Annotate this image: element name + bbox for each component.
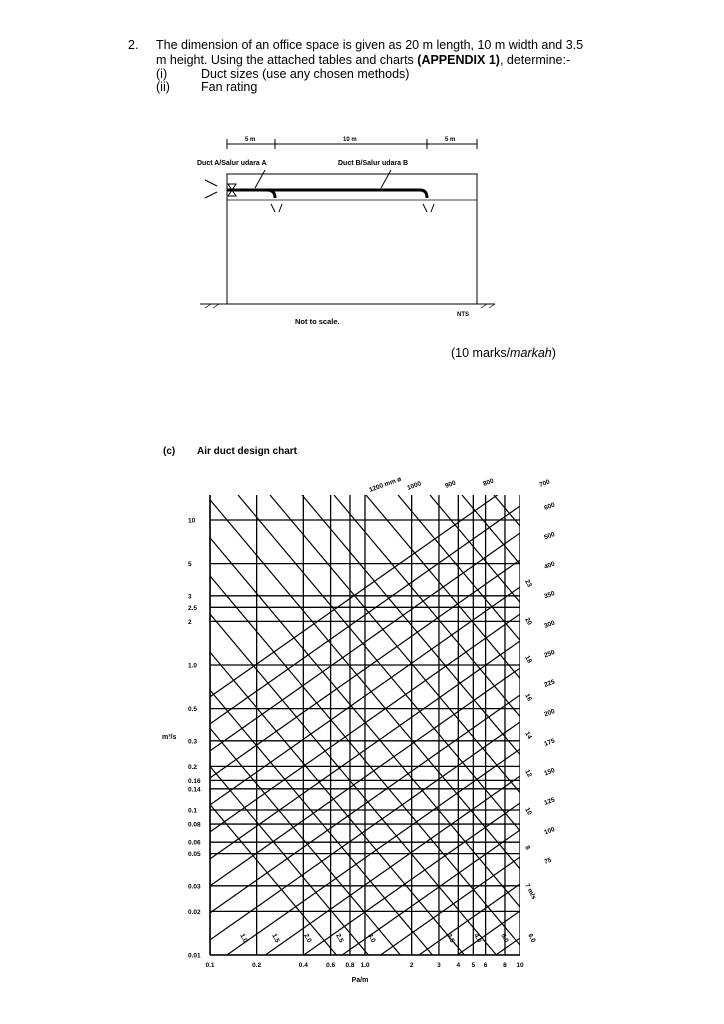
y-tick-label: 0.08 — [188, 821, 201, 829]
appendix-reference: (APPENDIX 1) — [417, 53, 500, 67]
y-tick-label: 0.03 — [188, 883, 201, 891]
velocity-label: 12 — [523, 768, 533, 779]
dim-mid-label: 10 m — [343, 137, 357, 143]
item-2-number: (ii) — [156, 80, 170, 94]
y-tick-label: 10 — [188, 517, 196, 525]
velocity-line — [334, 495, 575, 995]
marks-pre: (10 marks/ — [451, 346, 511, 360]
y-tick-label: 0.2 — [188, 763, 198, 771]
velocity-label: 14 — [523, 730, 533, 741]
question-line-2-pre: m height. Using the attached tables and charts — [156, 53, 418, 67]
item-2-text: Fan rating — [201, 80, 258, 94]
diameter-label: 600 — [543, 501, 556, 512]
velocity-line — [174, 495, 575, 995]
dim-right-label: 5 m — [445, 137, 456, 143]
not-to-scale-label: Not to scale. — [295, 317, 340, 326]
velocity-line — [155, 495, 562, 995]
x-axis-label: Pa/m — [351, 977, 369, 984]
x-tick-label: 4 — [456, 962, 461, 969]
diameter-label: 900 — [444, 479, 457, 490]
velocity-label: 2.5 — [334, 932, 345, 944]
diameter-label: 175 — [543, 737, 556, 748]
velocity-label: 3.5 — [445, 932, 456, 944]
velocity-label: 2.0 — [302, 932, 313, 944]
x-tick-label: 0.1 — [205, 962, 215, 969]
velocity-line — [462, 495, 575, 995]
velocity-line — [155, 495, 498, 995]
diameter-label: 500 — [543, 531, 556, 542]
x-tick-label: 3 — [437, 962, 441, 969]
item-1-number: (i) — [156, 67, 168, 81]
velocity-label: 8 — [523, 844, 532, 852]
x-tick-label: 8 — [503, 962, 507, 969]
diameter-label: 1200 mm ø — [368, 475, 403, 494]
x-tick-label: 0.8 — [345, 962, 355, 969]
velocity-label: 20 — [523, 616, 533, 627]
x-tick-label: 2 — [409, 962, 414, 969]
diameter-label: 225 — [543, 678, 556, 689]
question-line-1: The dimension of an office space is given as 20 m length, 10 m width and 3.5 — [156, 38, 584, 52]
velocity-label: 1.0 — [238, 932, 249, 944]
marks-post: ) — [551, 346, 556, 360]
diameter-label: 800 — [482, 477, 495, 488]
x-tick-label: 0.6 — [326, 962, 336, 969]
y-tick-label: 5 — [188, 561, 192, 569]
velocity-label: 7 m/s — [523, 882, 538, 901]
x-tick-label: 0.4 — [298, 962, 308, 969]
y-tick-label: 0.01 — [188, 952, 201, 960]
diameter-label: 400 — [543, 560, 556, 571]
duct-layout-diagram — [195, 130, 495, 330]
x-tick-label: 5 — [471, 962, 476, 969]
velocity-label: 10 — [523, 806, 533, 817]
diameter-line — [170, 573, 540, 833]
y-tick-label: 2.5 — [188, 604, 198, 612]
diameter-label: 350 — [543, 590, 556, 601]
duct-a-label: Duct A/Salur udara A — [197, 160, 267, 167]
y-tick-label: 0.05 — [188, 851, 201, 859]
chart-grid — [155, 475, 575, 995]
dim-left-label: 5 m — [245, 137, 256, 143]
marks-italic: markah — [510, 346, 552, 360]
marks-label — [451, 346, 556, 361]
item-1-text: Duct sizes (use any chosen methods) — [201, 67, 410, 81]
diameter-line — [170, 762, 540, 995]
diameter-label: 100 — [543, 826, 556, 837]
x-tick-label: 6 — [483, 962, 488, 969]
section-label: (c) — [163, 446, 176, 457]
diameter-label: 300 — [543, 619, 556, 630]
air-duct-design-chart — [155, 475, 575, 995]
y-tick-label: 0.3 — [188, 738, 198, 746]
x-tick-label: 1.0 — [360, 962, 370, 969]
y-axis-label: m³/s — [162, 733, 177, 741]
x-tick-label: 10 — [516, 962, 524, 969]
velocity-label: 18 — [523, 654, 533, 665]
diameter-line — [170, 475, 540, 725]
diameter-label: 700 — [538, 478, 551, 489]
diameter-label: 200 — [543, 708, 556, 719]
diameter-line — [170, 600, 540, 860]
y-tick-label: 1.0 — [188, 662, 198, 670]
diameter-line — [170, 627, 540, 887]
question-line-2 — [156, 53, 570, 68]
y-tick-label: 0.1 — [188, 807, 198, 815]
velocity-label: 4.0 — [472, 932, 483, 944]
y-tick-label: 0.14 — [188, 786, 201, 794]
diameter-label: 150 — [543, 767, 556, 778]
diameter-label: 1000 — [406, 480, 423, 492]
y-tick-label: 3 — [188, 593, 192, 601]
y-tick-label: 0.16 — [188, 777, 201, 785]
question-number: 2. — [128, 38, 139, 52]
diameter-label: 75 — [543, 856, 553, 866]
velocity-label: 1.5 — [270, 932, 281, 944]
y-tick-label: 0.06 — [188, 839, 201, 847]
nts-label: NTS — [457, 312, 469, 318]
diameter-line — [170, 924, 540, 995]
y-tick-label: 0.02 — [188, 908, 201, 916]
x-tick-label: 0.2 — [252, 962, 262, 969]
diameter-label: 125 — [543, 796, 556, 807]
velocity-label: 3.0 — [366, 932, 377, 944]
diameter-label: 250 — [543, 649, 556, 660]
duct-b-label: Duct B/Salur udara B — [338, 160, 409, 167]
velocity-label: 16 — [523, 692, 533, 703]
question-line-2-post: , determine:- — [499, 53, 571, 67]
velocity-label: 5.0 — [499, 932, 510, 944]
y-tick-label: 0.5 — [188, 706, 198, 714]
velocity-label: 23 — [523, 578, 533, 589]
velocity-label: 6.0 — [526, 932, 537, 944]
y-tick-label: 2 — [188, 618, 192, 626]
section-title: Air duct design chart — [197, 446, 298, 457]
velocity-line — [155, 495, 466, 995]
